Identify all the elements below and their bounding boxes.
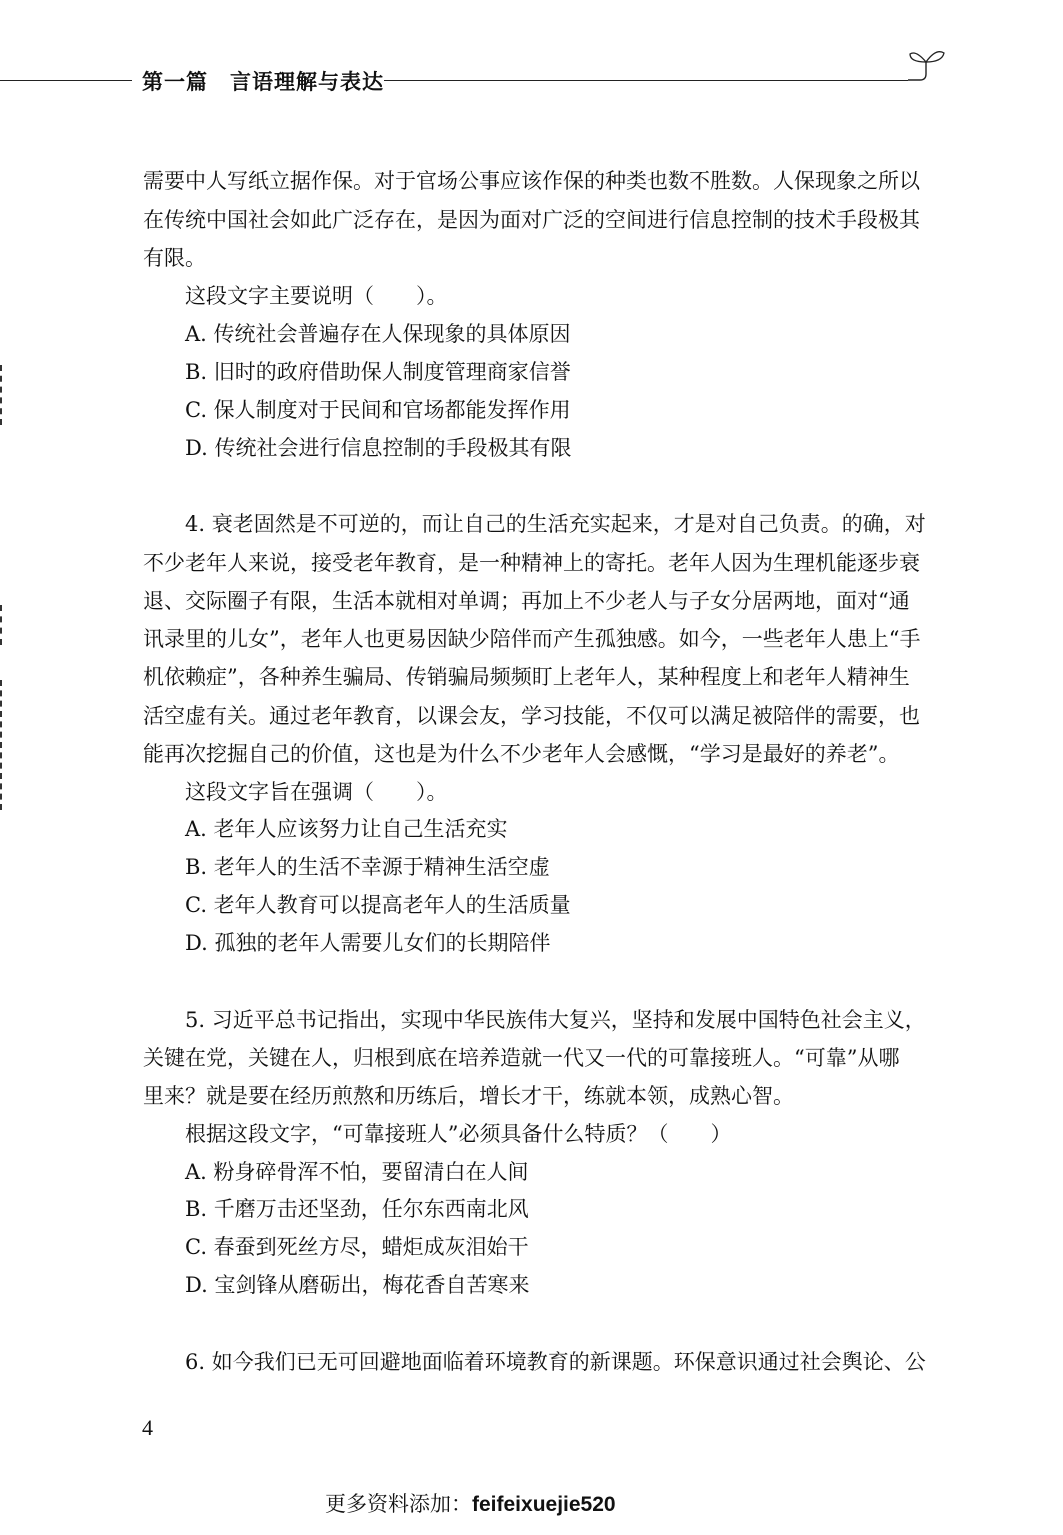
q5-option-c: C. 春蚕到死丝方尽，蜡炬成灰泪始干 <box>185 1235 529 1259</box>
q4-option-d: D. 孤独的老年人需要儿女们的长期陪伴 <box>185 931 551 955</box>
q4-paragraph-line: 退、交际圈子有限，生活本就相对单调；再加上不少老人与子女分居两地，面对“通 <box>143 589 910 613</box>
q3-option-d: D. 传统社会进行信息控制的手段极其有限 <box>185 436 572 460</box>
q5-paragraph-line: 里来？就是要在经历煎熬和历练后，增长才干，练就本领，成熟心智。 <box>143 1084 794 1108</box>
q5-paragraph-line: 5. 习近平总书记指出，实现中华民族伟大复兴，坚持和发展中国特色社会主义， <box>185 1008 926 1032</box>
q3-option-c: C. 保人制度对于民间和官场都能发挥作用 <box>185 398 571 422</box>
q4-paragraph-line: 4. 衰老固然是不可逆的，而让自己的生活充实起来，才是对自己负责。的确，对 <box>185 512 926 536</box>
q3-paragraph-line: 需要中人写纸立据作保。对于官场公事应该作保的种类也数不胜数。人保现象之所以 <box>143 169 920 193</box>
q4-option-c: C. 老年人教育可以提高老年人的生活质量 <box>185 893 571 917</box>
header-title <box>142 66 384 96</box>
q4-option-b: B. 老年人的生活不幸源于精神生活空虚 <box>185 855 550 879</box>
sprout-icon <box>906 44 950 84</box>
scan-margin-marks <box>0 365 4 425</box>
q5-paragraph-line: 关键在党，关键在人，归根到底在培养造就一代又一代的可靠接班人。“可靠”从哪 <box>143 1046 900 1070</box>
footer-contact: feifeixuejie520 <box>472 1493 616 1516</box>
q4-paragraph-line: 讯录里的儿女”，老年人也更易因缺少陪伴而产生孤独感。如今，一些老年人患上“手 <box>143 627 921 651</box>
q4-option-a: A. 老年人应该努力让自己生活充实 <box>185 817 508 841</box>
header-rule-right <box>384 80 908 81</box>
chapter-label: 言语理解与表达 <box>230 70 384 94</box>
footer-label: 更多资料添加： <box>325 1492 472 1516</box>
q4-prompt: 这段文字旨在强调（ ）。 <box>185 780 448 804</box>
section-label: 第一篇 <box>142 70 208 94</box>
running-header <box>0 60 1063 100</box>
q5-option-d: D. 宝剑锋从磨砺出，梅花香自苦寒来 <box>185 1273 530 1297</box>
scan-margin-marks <box>0 605 4 645</box>
q4-paragraph-line: 活空虚有关。通过老年教育，以课会友，学习技能，不仅可以满足被陪伴的需要，也 <box>143 704 920 728</box>
q6-paragraph-line: 6. 如今我们已无可回避地面临着环境教育的新课题。环保意识通过社会舆论、公 <box>185 1350 926 1374</box>
q3-option-b: B. 旧时的政府借助保人制度管理商家信誉 <box>185 360 571 384</box>
q3-prompt: 这段文字主要说明（ ）。 <box>185 284 448 308</box>
q4-paragraph-line: 不少老年人来说，接受老年教育，是一种精神上的寄托。老年人因为生理机能逐步衰 <box>143 551 920 575</box>
header-rule-left <box>0 80 132 81</box>
footer-note <box>325 1488 616 1518</box>
scan-margin-marks <box>0 680 4 810</box>
q5-option-b: B. 千磨万击还坚劲，任尔东西南北风 <box>185 1197 529 1221</box>
q5-option-a: A. 粉身碎骨浑不怕，要留清白在人间 <box>185 1160 529 1184</box>
q4-paragraph-line: 能再次挖掘自己的价值，这也是为什么不少老年人会感慨，“学习是最好的养老”。 <box>143 742 900 766</box>
q3-option-a: A. 传统社会普遍存在人保现象的具体原因 <box>185 322 571 346</box>
q4-paragraph-line: 机依赖症”，各种养生骗局、传销骗局频频盯上老年人，某种程度上和老年人精神生 <box>143 665 910 689</box>
q3-paragraph-line: 有限。 <box>143 246 206 270</box>
q3-paragraph-line: 在传统中国社会如此广泛存在，是因为面对广泛的空间进行信息控制的技术手段极其 <box>143 208 920 232</box>
q5-prompt: 根据这段文字，“可靠接班人”必须具备什么特质？（ ） <box>185 1122 732 1146</box>
page-number: 4 <box>142 1415 153 1440</box>
